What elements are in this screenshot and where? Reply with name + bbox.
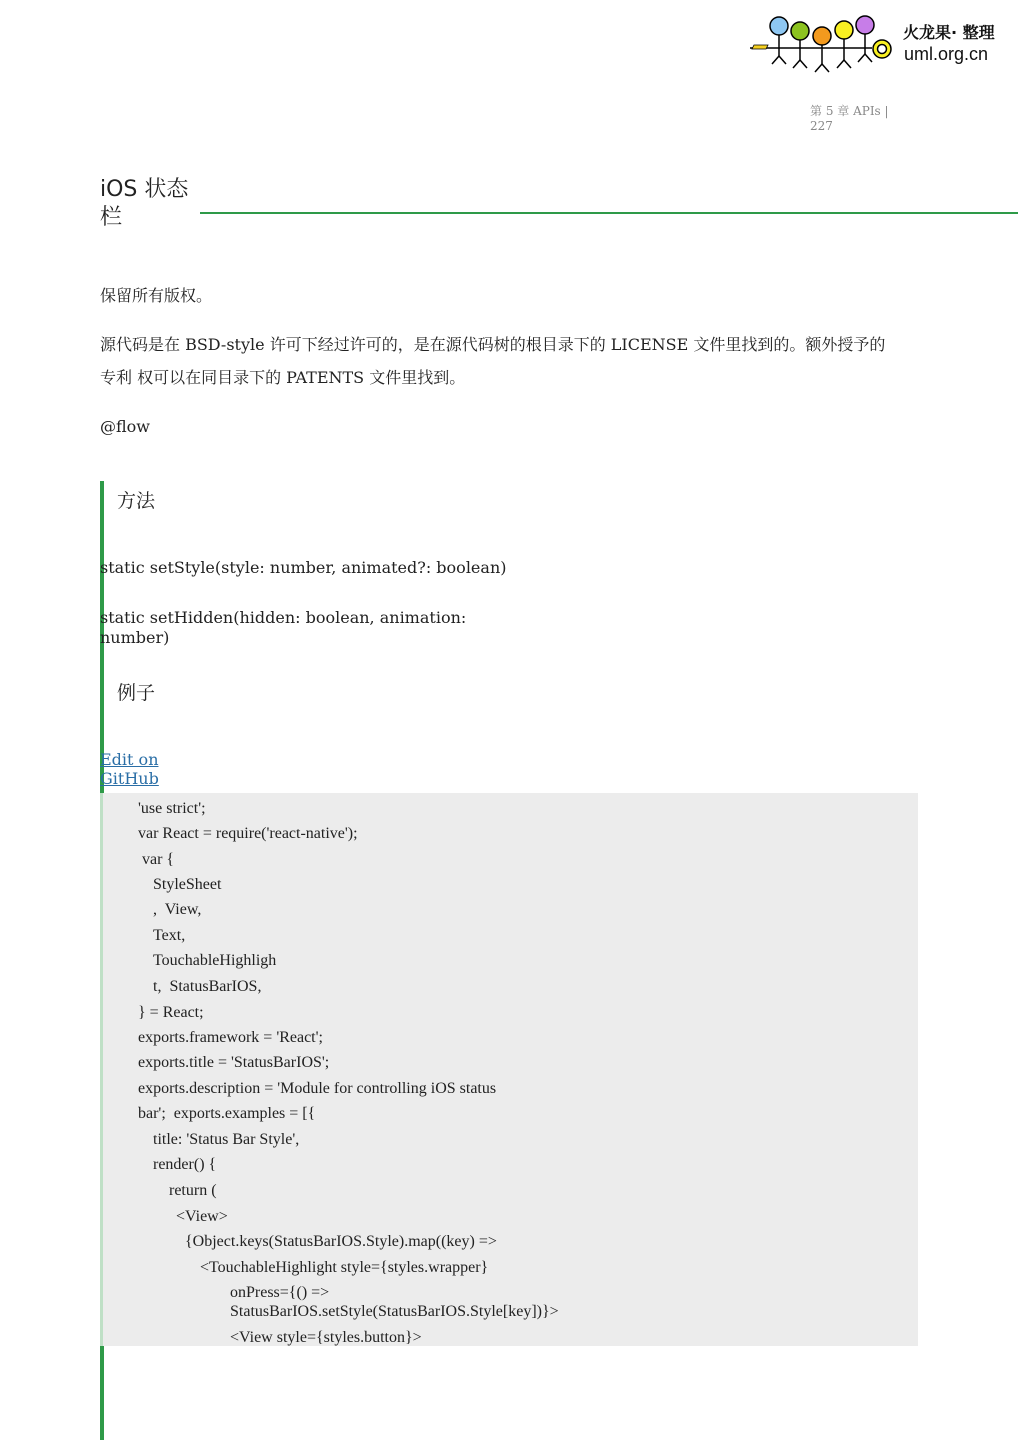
license-text xyxy=(100,328,920,394)
method-set-style: static setStyle(style: number, animated?: boolean) xyxy=(100,558,507,577)
code-line: , View, xyxy=(153,901,202,918)
methods-heading: 方法 xyxy=(117,490,156,512)
code-line: render() { xyxy=(153,1156,217,1173)
section-accent-bar-lower xyxy=(100,1346,104,1440)
page-number: 227 xyxy=(810,119,833,133)
code-line: return ( xyxy=(169,1182,217,1199)
chapter-page-indicator xyxy=(810,104,910,134)
license-line2: 专利 权可以在同目录下的 PATENTS 文件里找到。 xyxy=(100,368,466,387)
edit-on-github-link[interactable] xyxy=(100,750,180,788)
page-title xyxy=(100,176,220,232)
code-line: t, StatusBarIOS, xyxy=(153,978,262,995)
method-set-hidden-line2: number) xyxy=(100,628,170,647)
page-title-line1: iOS 状态 xyxy=(100,177,189,202)
brand-name: 火龙果· 整理 xyxy=(903,23,995,42)
code-line: <TouchableHighlight style={styles.wrapper} xyxy=(200,1259,489,1276)
code-line: onPress={() => xyxy=(230,1284,330,1301)
page-title-line2: 栏 xyxy=(100,205,123,230)
code-line: bar'; exports.examples = [{ xyxy=(138,1105,316,1122)
chapter-label: 第 5 章 APIs | xyxy=(810,104,889,118)
copyright-text: 保留所有版权。 xyxy=(100,286,213,305)
edit-on-github-line2[interactable]: GitHub xyxy=(100,769,159,788)
code-line: exports.description = 'Module for controlling iOS status xyxy=(138,1080,497,1097)
title-divider xyxy=(200,212,1018,214)
code-line: var { xyxy=(142,851,175,868)
code-line: <View style={styles.button}> xyxy=(230,1329,422,1346)
flow-annotation: @flow xyxy=(100,417,150,436)
code-block xyxy=(100,793,918,1346)
code-line: title: 'Status Bar Style', xyxy=(153,1131,300,1148)
examples-heading: 例子 xyxy=(117,682,156,704)
method-set-hidden xyxy=(100,608,620,648)
stick-figures-logo xyxy=(750,12,896,74)
edit-on-github-line1[interactable]: Edit on xyxy=(100,750,159,769)
code-line: exports.framework = 'React'; xyxy=(138,1029,323,1046)
license-line1: 源代码是在 BSD-style 许可下经过许可的，是在源代码树的根目录下的 LICENSE 文件里找到的。额外授予的 xyxy=(100,335,886,354)
code-line: {Object.keys(StatusBarIOS.Style).map((key) => xyxy=(185,1233,497,1250)
code-line: TouchableHighligh xyxy=(153,952,277,969)
code-line: 'use strict'; xyxy=(138,800,206,817)
method-set-hidden-line1: static setHidden(hidden: boolean, animation: xyxy=(100,608,467,627)
brand-url: uml.org.cn xyxy=(904,44,989,64)
code-line: Text, xyxy=(153,927,186,944)
code-line: var React = require('react-native'); xyxy=(138,825,358,842)
code-line: } = React; xyxy=(138,1004,204,1021)
code-line: <View> xyxy=(176,1208,228,1225)
code-line: exports.title = 'StatusBarIOS'; xyxy=(138,1054,330,1071)
code-line: StatusBarIOS.setStyle(StatusBarIOS.Style[key])}> xyxy=(230,1303,559,1320)
code-line: StyleSheet xyxy=(153,876,222,893)
